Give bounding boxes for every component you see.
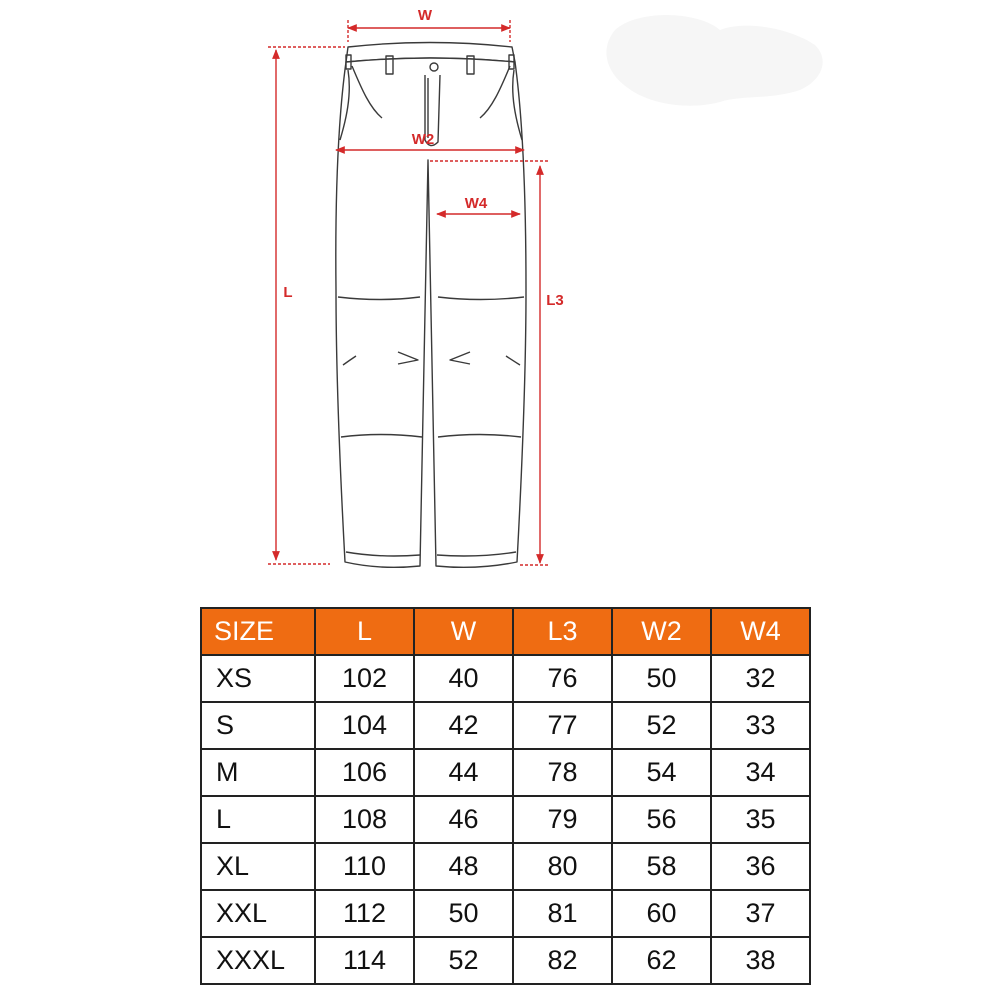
- cell-w4: 36: [711, 843, 810, 890]
- table-row: [201, 890, 810, 937]
- header-w: W: [414, 608, 513, 655]
- table-row: [201, 937, 810, 984]
- cell-w4: 32: [711, 655, 810, 702]
- trousers-outline-icon: [336, 43, 526, 568]
- table-row: [201, 749, 810, 796]
- header-l: L: [315, 608, 414, 655]
- cell-l3: 81: [513, 890, 612, 937]
- cell-size: L: [201, 796, 315, 843]
- table-row: [201, 843, 810, 890]
- cell-w: 46: [414, 796, 513, 843]
- table-row: [201, 655, 810, 702]
- cell-w4: 35: [711, 796, 810, 843]
- cell-w4: 33: [711, 702, 810, 749]
- dim-label-w: W: [417, 7, 433, 24]
- cell-w2: 52: [612, 702, 711, 749]
- header-w4: W4: [711, 608, 810, 655]
- cell-l: 102: [315, 655, 414, 702]
- cell-l: 114: [315, 937, 414, 984]
- cell-l3: 79: [513, 796, 612, 843]
- cell-w4: 38: [711, 937, 810, 984]
- cell-w2: 50: [612, 655, 711, 702]
- cell-w2: 56: [612, 796, 711, 843]
- table-row: [201, 796, 810, 843]
- cell-l: 104: [315, 702, 414, 749]
- cell-w: 52: [414, 937, 513, 984]
- cell-l3: 78: [513, 749, 612, 796]
- cell-l3: 82: [513, 937, 612, 984]
- cell-l: 112: [315, 890, 414, 937]
- cell-l3: 76: [513, 655, 612, 702]
- cell-l: 106: [315, 749, 414, 796]
- cell-w: 48: [414, 843, 513, 890]
- cell-l3: 77: [513, 702, 612, 749]
- cell-l: 110: [315, 843, 414, 890]
- cell-w: 44: [414, 749, 513, 796]
- dim-label-w2: W2: [411, 131, 435, 148]
- cell-w: 50: [414, 890, 513, 937]
- cell-l: 108: [315, 796, 414, 843]
- header-l3: L3: [513, 608, 612, 655]
- cell-size: XXL: [201, 890, 315, 937]
- cell-w: 42: [414, 702, 513, 749]
- cell-size: XS: [201, 655, 315, 702]
- dim-label-l: L: [283, 284, 293, 301]
- cell-size: XXXL: [201, 937, 315, 984]
- cell-w4: 37: [711, 890, 810, 937]
- cell-w2: 58: [612, 843, 711, 890]
- cell-size: S: [201, 702, 315, 749]
- cell-w2: 60: [612, 890, 711, 937]
- header-size: SIZE: [201, 608, 315, 655]
- header-w2: W2: [612, 608, 711, 655]
- cell-w2: 62: [612, 937, 711, 984]
- cell-size: M: [201, 749, 315, 796]
- table-header-row: [201, 608, 810, 655]
- background-smudge: [606, 15, 822, 106]
- cell-w2: 54: [612, 749, 711, 796]
- cell-l3: 80: [513, 843, 612, 890]
- cell-size: XL: [201, 843, 315, 890]
- size-chart-table: [200, 607, 811, 985]
- table-row: [201, 702, 810, 749]
- cell-w4: 34: [711, 749, 810, 796]
- dim-label-l3: L3: [546, 292, 564, 309]
- dim-label-w4: W4: [464, 195, 488, 212]
- cell-w: 40: [414, 655, 513, 702]
